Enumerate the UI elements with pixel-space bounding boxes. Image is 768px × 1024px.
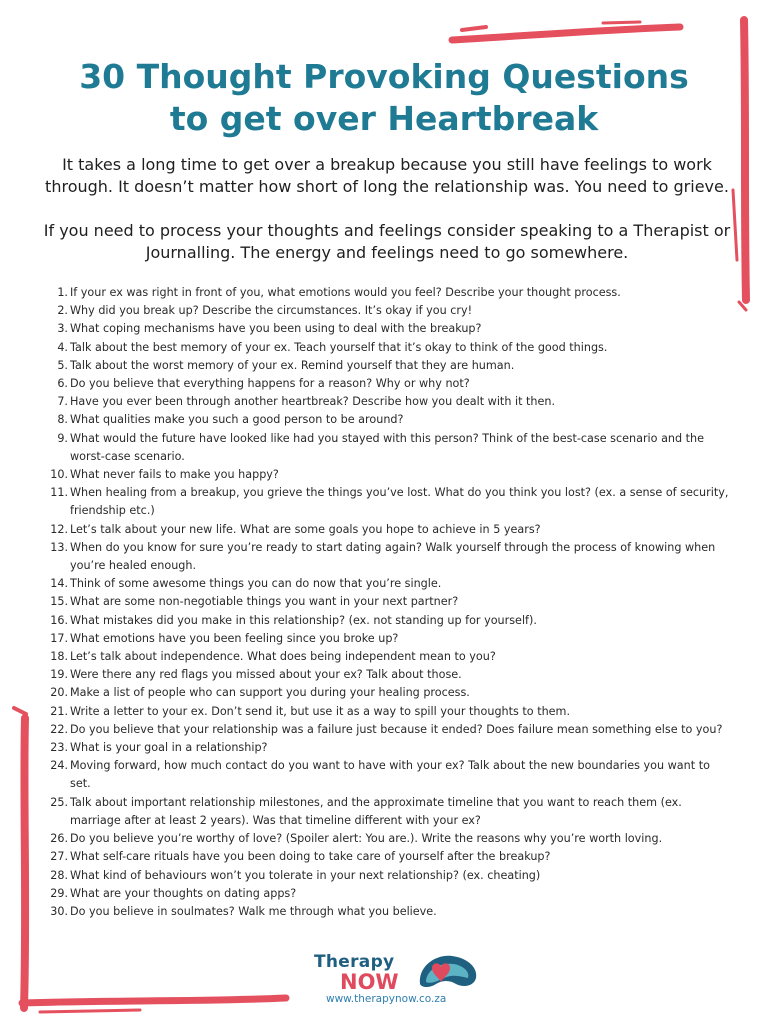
intro-paragraph-1: It takes a long time to get over a breakup because you still have feelings to work through. It doesn’t matter how short of long the relationship was. You need to grieve. [45, 155, 729, 196]
question-number: 28. [50, 868, 68, 882]
question-text: Talk about the best memory of your ex. Teach yourself that it’s okay to think of the good things. [70, 340, 608, 354]
question-item [40, 867, 730, 885]
question-text: What emotions have you been feeling since you broke up? [70, 631, 399, 645]
question-number: 13. [50, 540, 68, 554]
question-number: 12. [50, 522, 68, 536]
question-number: 18. [50, 650, 68, 664]
question-item [40, 794, 730, 830]
question-item [40, 903, 730, 921]
question-item [40, 411, 730, 429]
question-text: Were there any red flags you missed about your ex? Talk about those. [70, 668, 462, 682]
question-text: Let’s talk about independence. What does being independent mean to you? [70, 650, 496, 664]
question-item [40, 357, 730, 375]
intro-text [40, 154, 734, 264]
question-number: 11. [50, 486, 68, 500]
question-item [40, 666, 730, 684]
question-text: Do you believe that your relationship was a failure just because it ended? Does failure mean something else to you? [70, 722, 723, 736]
question-text: Let’s talk about your new life. What are some goals you hope to achieve in 5 years? [70, 522, 541, 536]
question-text: What qualities make you such a good person to be around? [70, 413, 404, 427]
question-number: 3. [57, 322, 68, 336]
question-text: What self-care rituals have you been doing to take care of yourself after the breakup? [70, 850, 551, 864]
bottom-left-brush-stroke [22, 998, 286, 1003]
question-item [40, 539, 730, 575]
question-item [40, 593, 730, 611]
question-item [40, 375, 730, 393]
question-number: 8. [57, 413, 68, 427]
question-text: Write a letter to your ex. Don’t send it, but use it as a way to spill your thoughts to them. [70, 704, 571, 718]
question-text: Talk about the worst memory of your ex. Remind yourself that they are human. [70, 358, 515, 372]
page-title [0, 56, 768, 140]
question-number: 29. [50, 886, 68, 900]
question-item [40, 885, 730, 903]
question-number: 1. [57, 286, 68, 299]
question-text: Make a list of people who can support you during your healing process. [70, 686, 470, 700]
question-number: 14. [50, 577, 68, 591]
question-text: When healing from a breakup, you grieve the things you’ve lost. What do you think you lost? (ex. a sense of security, friendship etc.) [70, 486, 729, 518]
question-item [40, 339, 730, 357]
question-text: What never fails to make you happy? [70, 468, 279, 482]
question-item [40, 430, 730, 466]
question-item [40, 466, 730, 484]
question-number: 24. [50, 759, 68, 773]
therapy-now-logo [312, 948, 482, 1012]
question-item [40, 830, 730, 848]
question-number: 26. [50, 832, 68, 846]
question-item [40, 739, 730, 757]
question-number: 17. [50, 631, 68, 645]
question-item [40, 284, 730, 302]
question-text: Have you ever been through another heartbreak? Describe how you dealt with it then. [70, 395, 556, 409]
question-text: Think of some awesome things you can do now that you’re single. [70, 577, 442, 591]
left-brush-tail [14, 708, 26, 714]
question-text: When do you know for sure you’re ready to start dating again? Walk yourself through the process of knowing when you’re healed enough. [70, 540, 716, 573]
logo-url: www.therapynow.co.za [326, 993, 447, 1005]
question-text: What kind of behaviours won’t you tolerate in your next relationship? (ex. cheating) [70, 868, 541, 882]
question-number: 21. [50, 704, 68, 718]
top-right-brush-detail-2 [603, 22, 640, 23]
question-item [40, 302, 730, 320]
question-item [40, 721, 730, 739]
question-text: Talk about important relationship milestones, and the approximate timeline that you want to reach them (ex. marriage after at least 2 years). Was that timeline different with your ex? [70, 795, 682, 827]
question-text: What mistakes did you make in this relationship? (ex. not standing up for yourself). [70, 613, 537, 627]
question-list [40, 284, 730, 921]
question-text: Why did you break up? Describe the circumstances. It’s okay if you cry! [70, 304, 473, 318]
question-number: 10. [50, 468, 68, 482]
right-brush-tail [739, 302, 746, 310]
title-line-2: to get over Heartbreak [169, 99, 599, 138]
question-number: 30. [50, 904, 68, 918]
question-number: 27. [50, 850, 68, 864]
question-text: What coping mechanisms have you been using to deal with the breakup? [70, 322, 482, 336]
question-text: What would the future have looked like had you stayed with this person? Think of the best-case scenario and the worst-case scenario. [70, 431, 705, 463]
question-number: 15. [50, 595, 68, 609]
bottom-left-brush-detail [40, 1010, 140, 1012]
question-item [40, 757, 730, 793]
question-item [40, 393, 730, 411]
logo-word-therapy: Therapy [314, 952, 395, 972]
question-item [40, 575, 730, 593]
question-number: 25. [50, 795, 68, 809]
logo-word-now: NOW [340, 970, 399, 994]
question-number: 5. [57, 358, 68, 372]
question-item [40, 684, 730, 702]
question-number: 22. [50, 722, 68, 736]
question-item [40, 612, 730, 630]
question-item [40, 848, 730, 866]
top-right-brush-stroke [452, 27, 680, 40]
question-number: 9. [57, 431, 68, 445]
question-item [40, 630, 730, 648]
question-text: What are some non-negotiable things you want in your next partner? [70, 595, 459, 609]
question-number: 6. [57, 377, 68, 391]
question-number: 2. [57, 304, 68, 318]
question-item [40, 703, 730, 721]
question-item [40, 648, 730, 666]
top-right-brush-detail [462, 27, 486, 30]
left-brush-stroke [24, 718, 25, 1008]
question-text: What are your thoughts on dating apps? [70, 886, 297, 900]
question-number: 7. [57, 395, 68, 409]
question-item [40, 484, 730, 520]
question-item [40, 320, 730, 338]
question-number: 19. [50, 668, 68, 682]
question-text: If your ex was right in front of you, what emotions would you feel? Describe your thought process. [70, 286, 621, 299]
question-text: What is your goal in a relationship? [70, 741, 268, 755]
logo-heart-wave-icon [412, 952, 480, 990]
question-text: Moving forward, how much contact do you want to have with your ex? Talk about the new boundaries you want to set. [70, 759, 710, 791]
question-text: Do you believe in soulmates? Walk me through what you believe. [70, 904, 437, 918]
question-number: 23. [50, 741, 68, 755]
intro-paragraph-2: If you need to process your thoughts and feelings consider speaking to a Therapist or Journalling. The energy and feelings need to go somewhere. [43, 221, 731, 262]
question-text: Do you believe you’re worthy of love? (Spoiler alert: You are.). Write the reasons why you’re worth loving. [70, 832, 663, 846]
question-number: 4. [57, 340, 68, 354]
question-item [40, 521, 730, 539]
question-number: 16. [50, 613, 68, 627]
title-line-1: 30 Thought Provoking Questions [79, 57, 689, 96]
question-number: 20. [50, 686, 68, 700]
question-text: Do you believe that everything happens for a reason? Why or why not? [70, 377, 470, 391]
